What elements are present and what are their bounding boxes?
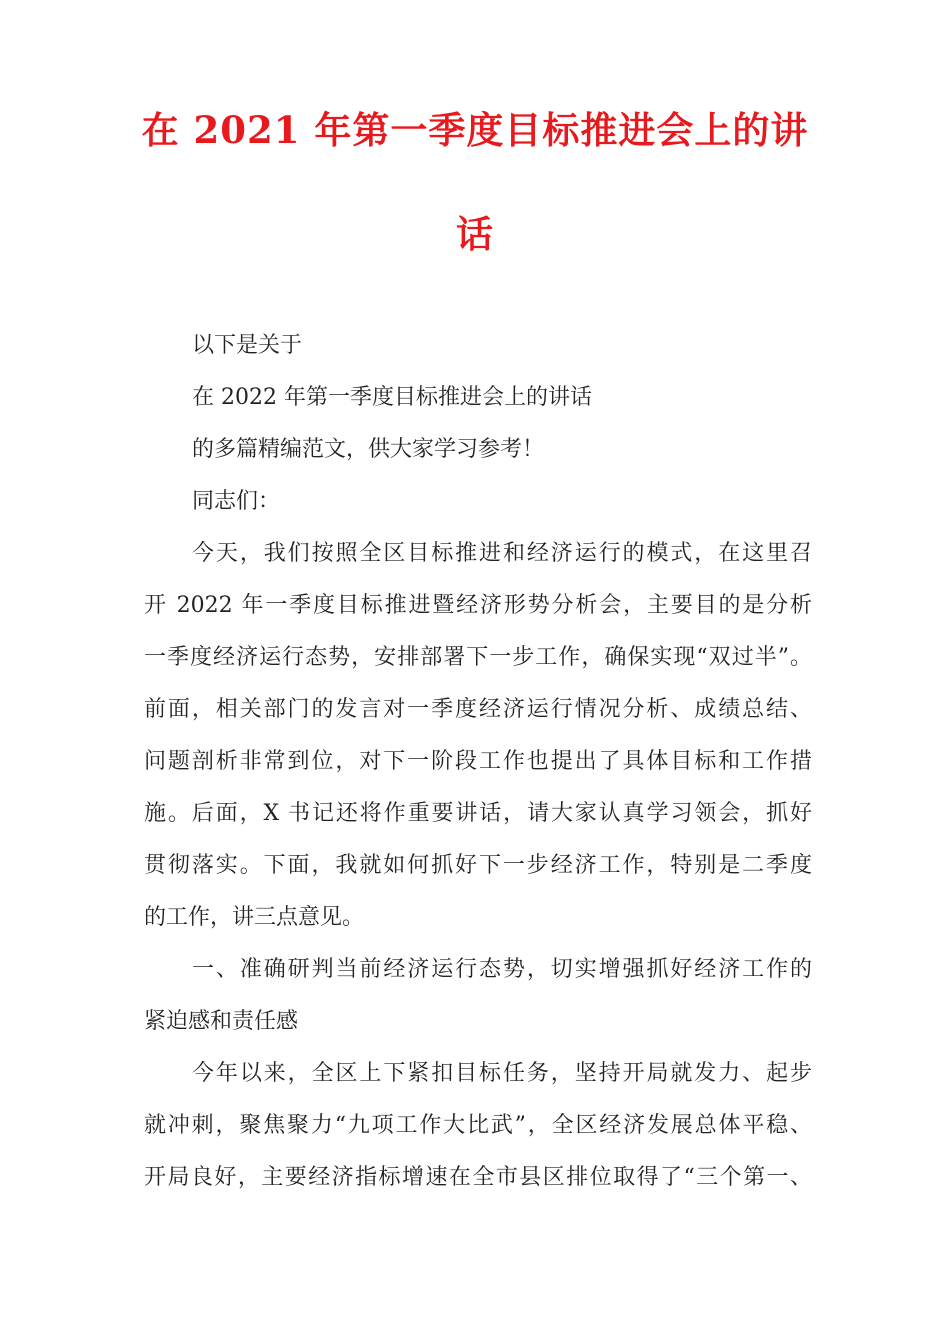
document-body <box>144 320 812 1204</box>
paragraph-line: 今年以来，全区上下紧扣目标任务，坚持开局就发力、起步 <box>192 1061 812 1086</box>
salutation: 同志们： <box>192 489 281 514</box>
paragraph-line: 问题剖析非常到位，对下一阶段工作也提出了具体目标和工作措 <box>144 749 812 774</box>
section-heading-line: 紧迫感和责任感 <box>144 1009 299 1034</box>
document-title-line-1: 在 2021 年第一季度目标推进会上的讲 <box>141 108 809 152</box>
section-heading-line: 一、准确研判当前经济运行态势，切实增强抓好经济工作的 <box>192 957 812 982</box>
intro-line: 的多篇精编范文，供大家学习参考！ <box>192 437 545 462</box>
document-title-line-2: 话 <box>456 212 494 256</box>
paragraph-line: 一季度经济运行态势，安排部署下一步工作，确保实现“双过半”。 <box>144 645 812 670</box>
paragraph-line: 的工作，讲三点意见。 <box>144 905 365 930</box>
paragraph-line: 前面，相关部门的发言对一季度经济运行情况分析、成绩总结、 <box>144 697 812 722</box>
paragraph-line: 今天，我们按照全区目标推进和经济运行的模式，在这里召 <box>192 541 812 566</box>
intro-line: 在 2022 年第一季度目标推进会上的讲话 <box>192 385 592 410</box>
paragraph-line: 开 2022 年一季度目标推进暨经济形势分析会，主要目的是分析 <box>144 593 812 618</box>
paragraph-line: 就冲刺，聚焦聚力“九项工作大比武”，全区经济发展总体平稳、 <box>144 1113 812 1138</box>
paragraph-line: 施。后面，X 书记还将作重要讲话，请大家认真学习领会，抓好 <box>144 801 812 826</box>
paragraph-line: 开局良好，主要经济指标增速在全市县区排位取得了“三个第一、 <box>144 1165 812 1190</box>
paragraph-line: 贯彻落实。下面，我就如何抓好下一步经济工作，特别是二季度 <box>144 853 812 878</box>
intro-line: 以下是关于 <box>192 333 303 358</box>
